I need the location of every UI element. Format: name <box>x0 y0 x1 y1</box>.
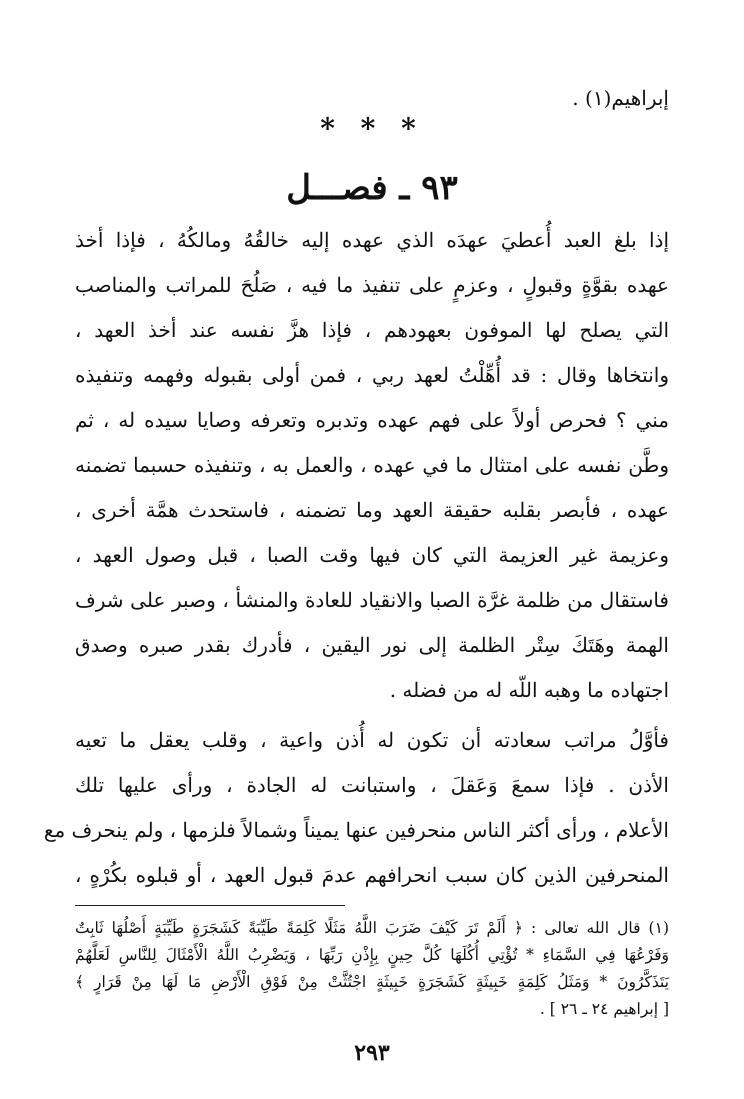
body-line: الهمة وهَتَكَ سِتْر الظلمة إلى نور اليقين ، فأدرك بقدر صبره وصدق <box>75 633 669 657</box>
body-line: اجتهاده ما وهبه اللّه له من فضله . <box>389 678 669 702</box>
body-line: وانتخاها وقال : قد أُهِّلْتُ لعهد ربي ، فمن أولى بقبوله وفهمه وتنفيذه <box>75 363 669 387</box>
body-line: عهده بقوَّةٍ وقبولٍ ، وعزمٍ على تنفيذ ما فيه ، صَلُحَ للمراتب والمناصب <box>75 273 669 297</box>
footnote-line: وَفَرْعُهَا فِي السَّمَاءِ * تُؤْتِي أُكُلَهَا كُلَّ حِينٍ بِإِذْنِ رَبِّهَا ، وَيَضْرِبُ اللَّهُ الْأَمْثَالَ لِلنَّاسِ لَعَلَّهُمْ <box>75 946 669 964</box>
footnote-rule <box>75 905 345 906</box>
body-line: فاستقال من ظلمة غرَّة الصبا والانقياد للعادة والمنشأ ، وصبر على شرف <box>75 588 669 612</box>
body-line: التي يصلح لها الموفون بعهودهم ، فإذا هزَّ نفسه عند أخذ العهد ، <box>75 318 669 342</box>
body-line: وعزيمة غير العزيمة التي كان فيها وقت الصبا ، قبل وصول العهد ، <box>75 543 669 567</box>
carryover-line: إبراهيم(١) . <box>572 86 669 110</box>
body-line: مني ؟ فحرص أولاً على فهم عهده وتدبره وتعرفه وصايا سيده له ، ثم <box>75 408 669 432</box>
section-separator: * * * <box>320 112 424 145</box>
body-line: الأعلام ، ورأى أكثر الناس منحرفين عنها يميناً وشمالاً فلزمها ، ولم ينحرف مع <box>43 818 669 842</box>
page-number: ٢٩٣ <box>354 1040 390 1066</box>
footnote-line: [ إبراهيم ٢٤ ـ ٢٦ ] . <box>539 1000 669 1018</box>
body-line: إذا بلغ العبد أُعطيَ عهدَه الذي عهده إليه خالقُهُ ومالكُهُ ، فإذا أخذ <box>75 228 669 252</box>
footnote-line: يَتَذَكَّرُونَ * وَمَثَلُ كَلِمَةٍ خَبِيثَةٍ كَشَجَرَةٍ خَبِيثَةٍ اجْتُثَّتْ مِنْ فَوْقِ الْأَرْضِ مَا لَهَا مِنْ قَرَارٍ ﴾ <box>75 973 669 991</box>
body-line: وطَّن نفسه على امتثال ما في عهده ، والعمل به ، وتنفيذه حسبما تضمنه <box>75 453 669 477</box>
body-line: المنحرفين الذين كان سبب انحرافهم عدمَ قبول العهد ، أو قبلوه بكُرْهٍ ، <box>75 863 669 887</box>
footnote-line: (١) قال الله تعالى : ﴿ أَلَمْ تَرَ كَيْفَ ضَرَبَ اللَّهُ مَثَلًا كَلِمَةً طَيِّبَةً كَشَجَرَةٍ طَيِّبَةٍ أَصْلُهَا ثَابِتٌ <box>75 919 669 937</box>
body-line: فأوَّلُ مراتب سعادته أن تكون له أُذن واعية ، وقلب يعقل ما تعيه <box>75 728 669 752</box>
body-line: عهده ، فأبصر بقلبه حقيقة العهد وما تضمنه ، فاستحدث همَّة أخرى ، <box>75 498 669 522</box>
chapter-title: ٩٣ ـ فصـــل <box>286 168 458 208</box>
body-line: الأذن . فإذا سمعَ وَعَقلَ ، واستبانت له الجادة ، ورأى عليها تلك <box>75 773 669 797</box>
